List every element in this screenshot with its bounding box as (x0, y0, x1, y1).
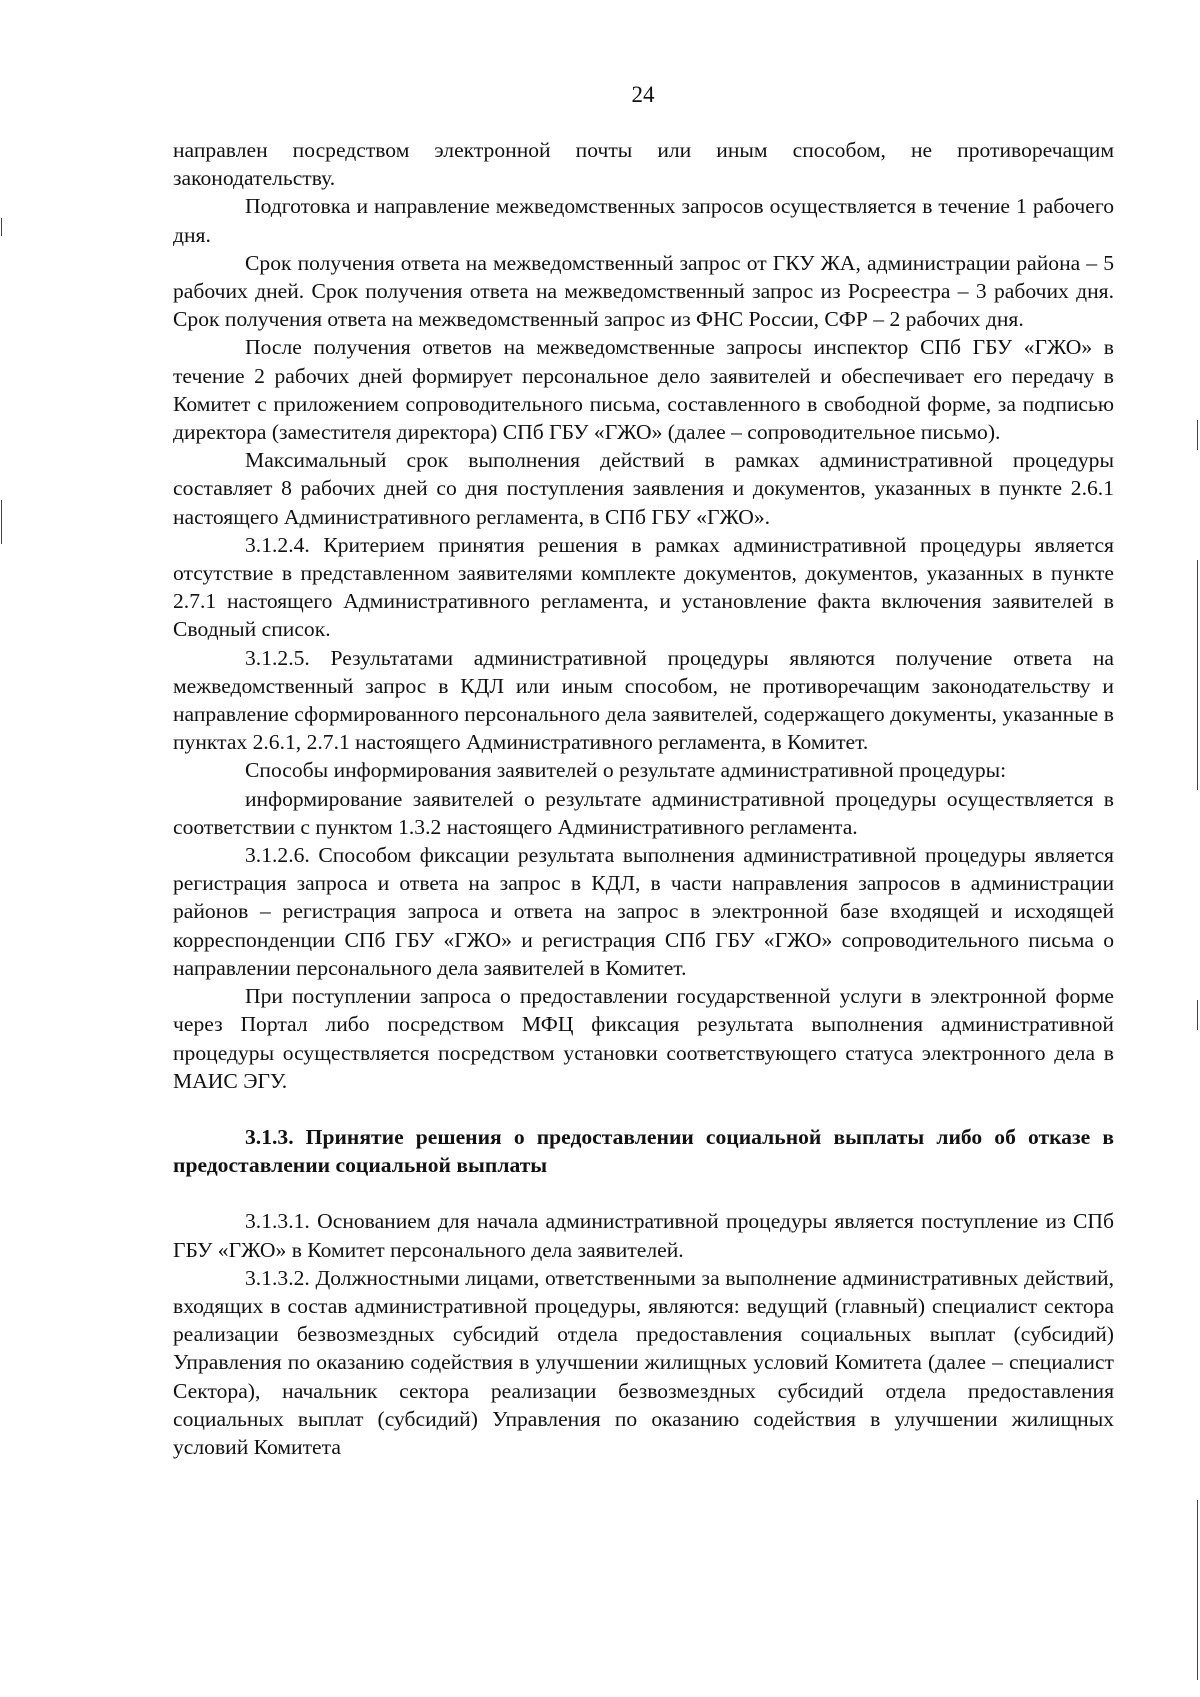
paragraph: Срок получения ответа на межведомственный запрос от ГКУ ЖА, администрации района – 5 рабочих дней. Срок получения ответа на межведомственный запрос из Росреестра – 3 рабочих дня. Срок получения ответа на межведомственный запрос из ФНС России, СФР – 2 рабочих дня. (173, 250, 1114, 332)
scan-artifact (1197, 560, 1198, 790)
paragraph: 3.1.3.2. Должностными лицами, ответственными за выполнение административных действий, входящих в состав административной процедуры, являются: ведущий (главный) специалист сектора реализации безвозмездных субсидий отдела предоставления социальных выплат (субсидий) Управления по оказанию содействия в улучшении жилищных условий Комитета (далее – специалист Сектора), начальник сектора реализации безвозмездных субсидий отдела предоставления социальных выплат (субсидий) Управления по оказанию содействия в улучшении жилищных условий Комитета (173, 1265, 1114, 1459)
paragraph: информирование заявителей о результате административной процедуры осуществляется в соответствии с пунктом 1.3.2 настоящего Административного регламента. (173, 786, 1114, 839)
paragraph: 3.1.2.5. Результатами административной процедуры являются получение ответа на межведомственный запрос в КДЛ или иным способом, не противоречащим законодательству и направление сформированного персонального дела заявителей, содержащего документы, указанные в пунктах 2.6.1, 2.7.1 настоящего Административного регламента, в Комитет. (173, 645, 1114, 755)
scan-artifact (1, 500, 2, 544)
paragraph: При поступлении запроса о предоставлении государственной услуги в электронной форме через Портал либо посредством МФЦ фиксация результата выполнения административной процедуры осуществляется посредством установки соответствующего статуса электронного дела в МАИС ЭГУ. (173, 984, 1114, 1093)
spacer (173, 1095, 1114, 1123)
scan-artifact (1197, 1500, 1198, 1680)
spacer (173, 1179, 1114, 1207)
scan-artifact (1197, 1000, 1198, 1030)
paragraph: 3.1.3.1. Основанием для начала административной процедуры является поступление из СПб ГБУ «ГЖО» в Комитет персонального дела заявителей. (173, 1209, 1114, 1262)
paragraph: Максимальный срок выполнения действий в рамках административной процедуры составляет 8 рабочих дней со дня поступления заявления и документов, указанных в пункте 2.6.1 настоящего Административного регламента, в СПб ГБУ «ГЖО». (173, 448, 1114, 529)
paragraph: 3.1.2.4. Критерием принятия решения в рамках административной процедуры является отсутствие в представленном заявителями комплекте документов, документов, указанных в пункте 2.7.1 настоящего Административного регламента, и установление факта включения заявителей в Сводный список. (173, 532, 1114, 642)
scan-artifact (1, 218, 2, 236)
paragraph: направлен посредством электронной почты или иным способом, не противоречащим законодательству. (173, 138, 1114, 191)
section-heading: 3.1.3. Принятие решения о предоставлении социальной выплаты либо об отказе в предоставлении социальной выплаты (173, 1124, 1114, 1178)
document-body (173, 136, 1114, 1461)
paragraph: Подготовка и направление межведомственных запросов осуществляется в течение 1 рабочего дня. (173, 194, 1114, 247)
scan-artifact (1197, 420, 1198, 450)
paragraph: Способы информирования заявителей о результате административной процедуры: (245, 758, 1007, 783)
paragraph: 3.1.2.6. Способом фиксации результата выполнения административной процедуры является регистрация запроса и ответа на запрос в КДЛ, в части направления запросов в администрации районов – регистрация запроса и ответа на запрос в электронной базе входящей и исходящей корреспонденции СПб ГБУ «ГЖО» и регистрация СПб ГБУ «ГЖО» сопроводительного письма о направлении персонального дела заявителей в Комитет. (173, 843, 1114, 980)
paragraph: После получения ответов на межведомственные запросы инспектор СПб ГБУ «ГЖО» в течение 2 рабочих дней формирует персональное дело заявителей и обеспечивает его передачу в Комитет с приложением сопроводительного письма, составленного в свободной форме, за подписью директора (заместителя директора) СПб ГБУ «ГЖО» (далее – сопроводительное письмо). (173, 335, 1114, 445)
page-number: 24 (631, 82, 655, 107)
